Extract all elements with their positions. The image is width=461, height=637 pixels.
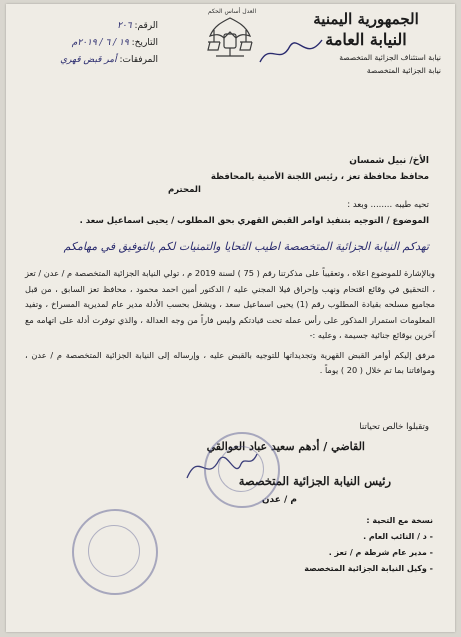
ref-number-row (18, 18, 158, 35)
letter-page (6, 4, 455, 632)
ref-attachments-value: أمر قبض قهري (60, 55, 117, 65)
office-name: النيابة العامة (325, 30, 407, 49)
ref-attachments-row (18, 52, 158, 69)
copies-item: - مدير عام شرطة م / تعز . (328, 548, 433, 557)
official-stamp-1 (204, 432, 280, 508)
official-stamp-2 (72, 509, 158, 595)
letter-body (25, 266, 435, 379)
copies-list (304, 513, 433, 577)
ref-attachments-label: المرفقات: (119, 55, 158, 65)
copies-item: - وكيل النيابة الجزائية المتخصصة (304, 564, 433, 573)
country-name: الجمهورية اليمنية (313, 10, 419, 28)
reference-block (18, 18, 158, 69)
salutation: الأخ/ نبيل شمسان (349, 156, 429, 166)
copies-title: نسخة مع التحية : (366, 516, 433, 525)
ref-number-value: ٢٠٦ (117, 21, 132, 31)
office-line-2: نيابة الجزائية المتخصصة (366, 66, 441, 75)
handwritten-greeting: تهدكم النيابة الجزائية المتخصصة اطيب التحايا والتمنيات لكم بالتوفيق في مهامكم (63, 240, 429, 253)
respected-label: المحترم (168, 185, 201, 195)
subject-line: الموضوع / التوجيه بتنفيذ اوامر القبض القهري بحق المطلوب / يحيى اسماعيل سعد . (79, 216, 429, 226)
addressee: محافظ محافظة تعز ، رئيس اللجنة الأمنية بالمحافظة (210, 172, 429, 182)
office-line-1: نيابة استئناف الجزائية المتخصصة (339, 53, 441, 62)
signer-location: م / عدن (261, 495, 297, 505)
body-paragraph-1: وبالإشارة للموضوع اعلاه ، وتعقيباً على مذكرتنا رقم ( 75 ) لسنة 2019 م ، تولي النيابة الجزائية المتخصصة م / عدن / تعز ، التحقيق في وقائع اقتحام ونهب وإحراق فيلا المجني عليه / الدكتور أمين احمد محمود ، محافظ تعز السابق ، من قبل مجاميع مسلحه بقيادة المطلوب رقم (1) يحيى اسماعيل سعد ، ويشغل بحسب الأدلة مدير عام لمديرية المسراخ ، وتفيد المعلومات استمرار المذكور على رأس عمله تحت قيادتكم وليس فاراً من وجه العدالة ، والذي توفرت أدلة على اتهامه مع آخرين بوقائع جنائية جسيمة ، وعليه :- (25, 268, 435, 340)
ref-date-label: التاريخ: (131, 38, 158, 48)
ref-date-row (18, 35, 158, 52)
emblem-caption: العدل أساس الحكم (207, 8, 257, 15)
copies-item: - د / النائب العام . (363, 532, 433, 541)
signer-title: رئيس النيابة الجزائية المتخصصة (238, 474, 391, 488)
header-pen-scribble (256, 32, 326, 72)
ref-date-value: ١٩ / ٦ / ٢٠١٩م (71, 38, 129, 48)
body-paragraph-2: مرفق إليكم أوامر القبض القهرية وتجديداتها للتوجيه بالقبض عليه ، وإرساله إلى النيابة الجزائية المتخصصة م / عدن ، وموافاتنا بما تم خلال ( 20 ) يوماً . (25, 349, 435, 375)
state-emblem-icon (202, 12, 258, 64)
greeting: تحيه طيبه ........ وبعد : (347, 200, 429, 210)
closing: وتقبلوا خالص تحياتنا (359, 422, 429, 432)
ref-number-label: الرقم: (134, 21, 158, 31)
signer-name: القاضي / أدهم سعيد عباد العوالقي (206, 440, 365, 453)
